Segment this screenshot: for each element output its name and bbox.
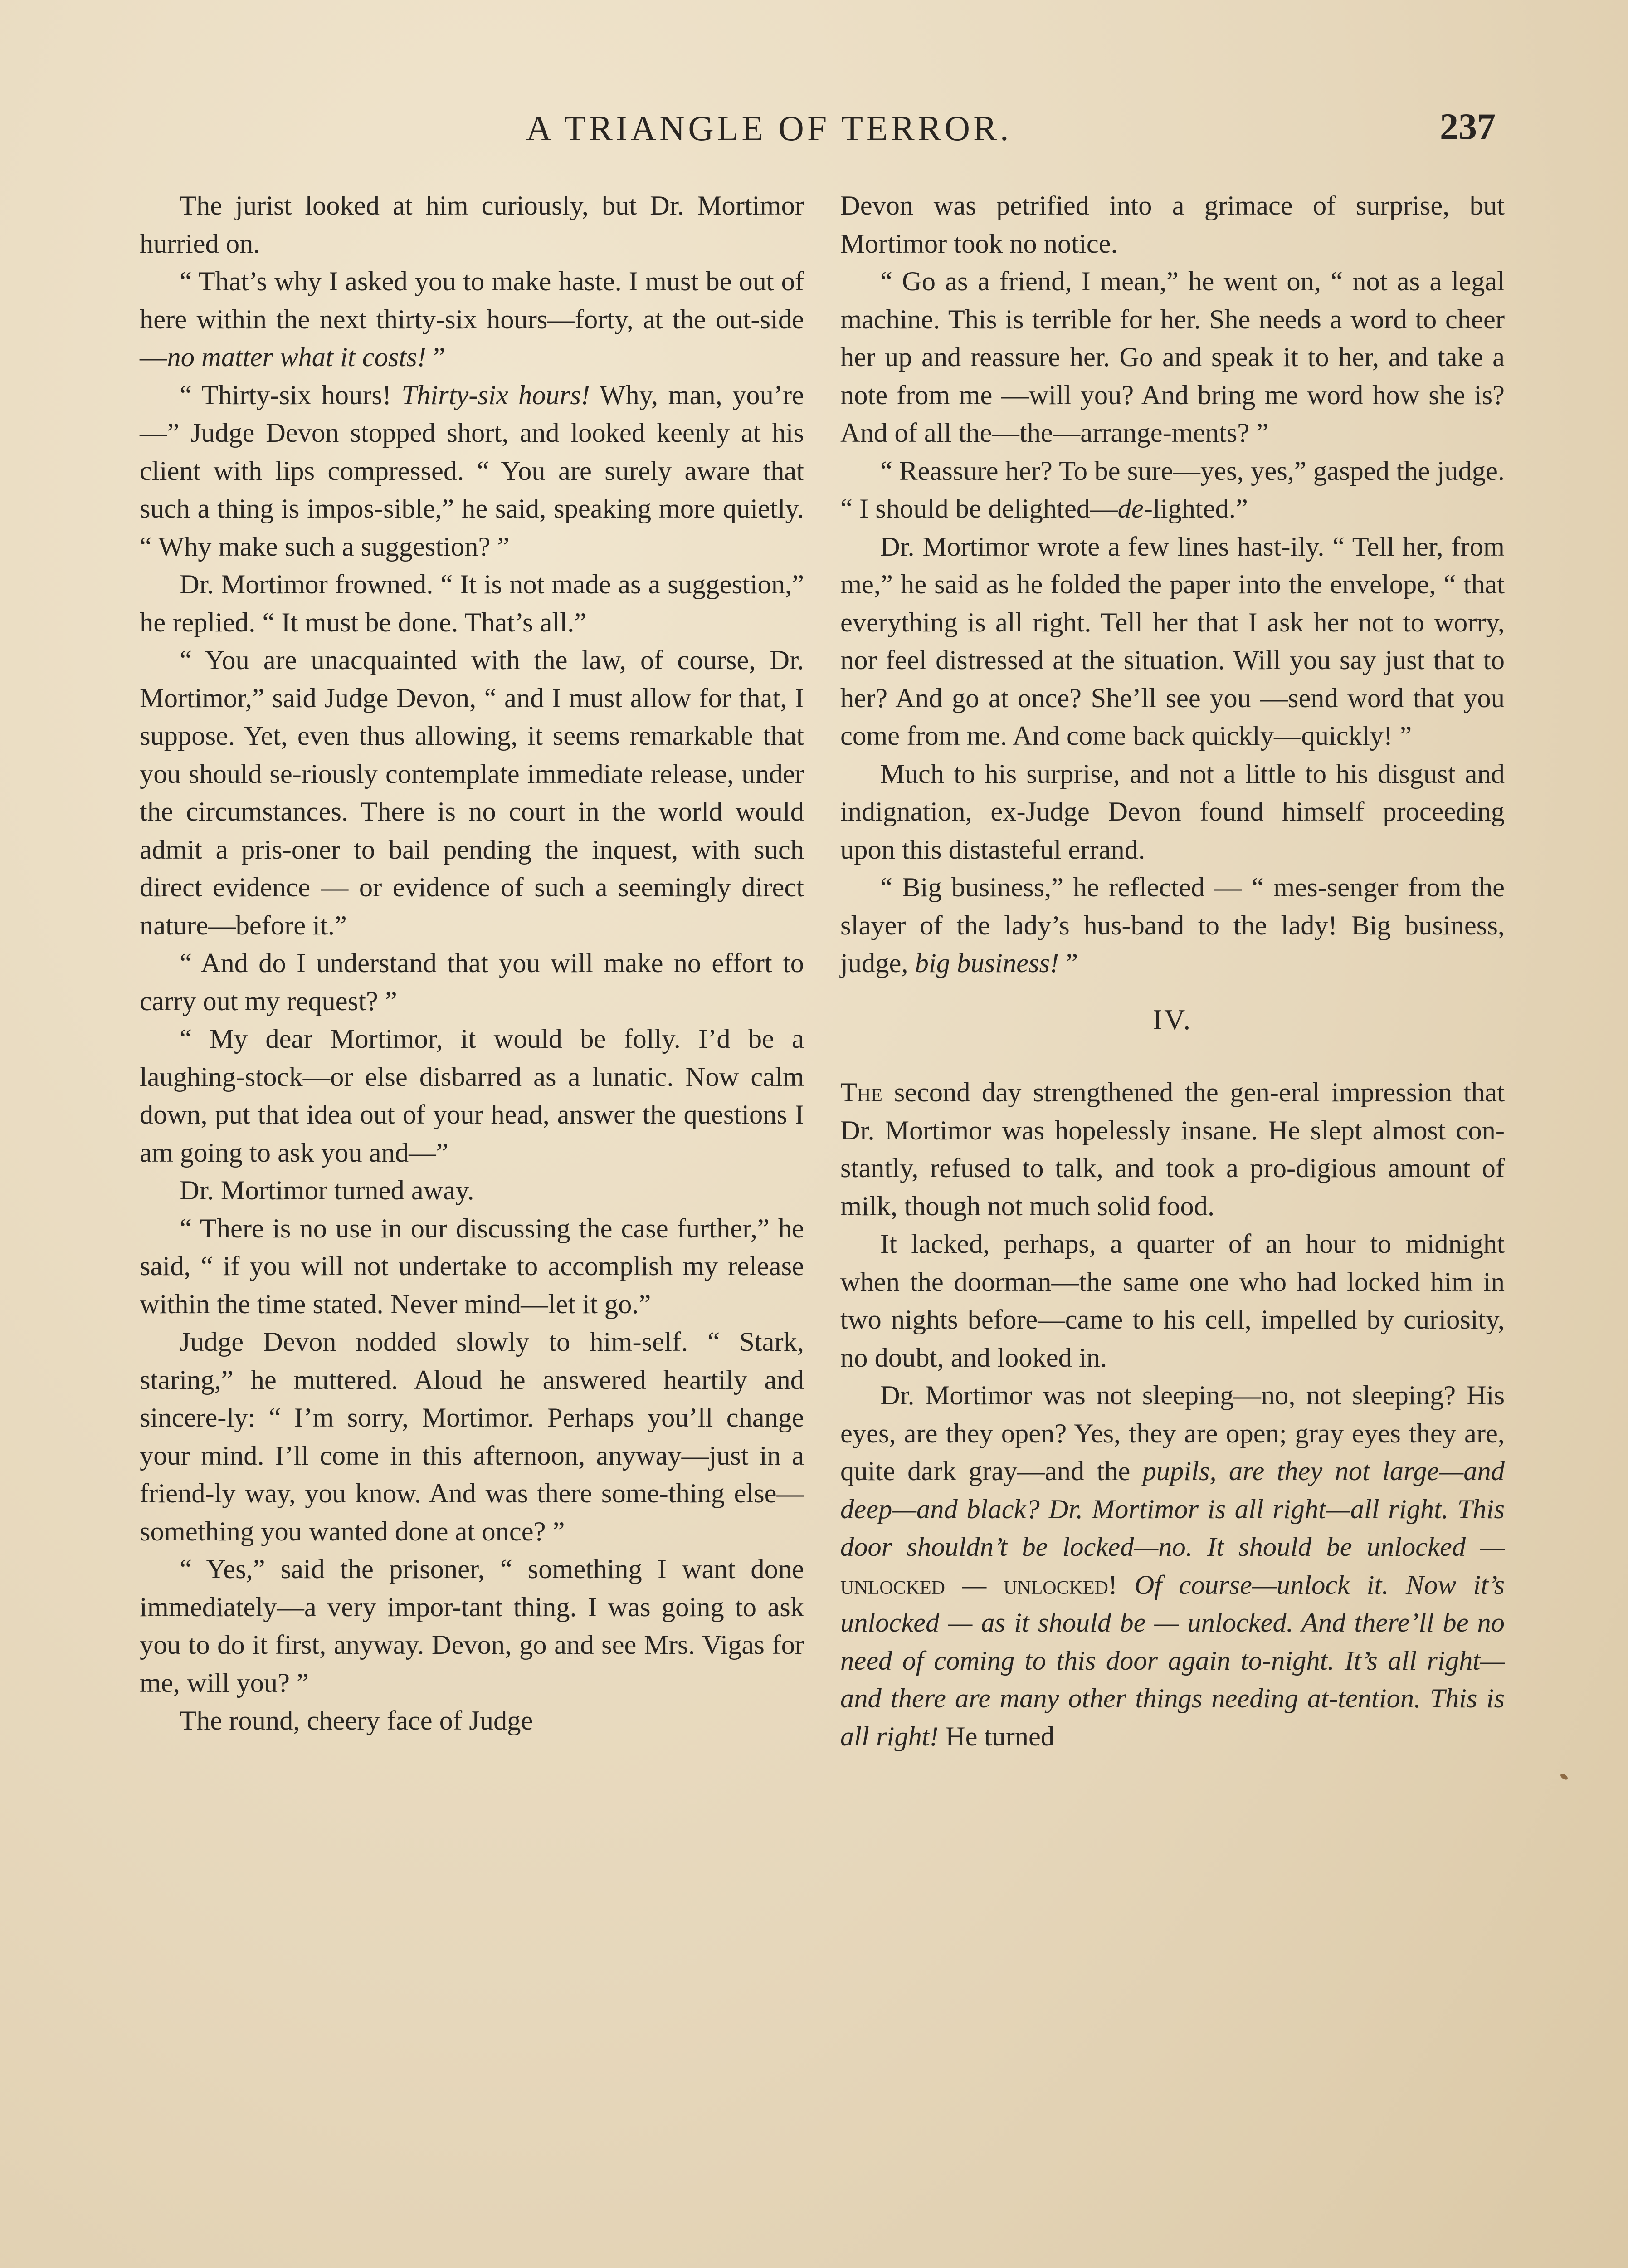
- paragraph: “ Go as a friend, I mean,” he went on, “ not as a legal machine. This is terrible for her. She needs a word to cheer her up and reassure her. Go and speak it to her, and take a note from me —will you? And bring me word how she is? And of all the—the—arrange-ments? ”: [840, 266, 1505, 448]
- paragraph: The round, cheery face of Judge: [180, 1706, 533, 1736]
- paragraph: “ That’s why I asked you to make haste. I must be out of here within the next thirty-six hours—forty, at the out-side—no matter what it costs! ”: [140, 266, 804, 372]
- running-head: A TRIANGLE OF TERROR.: [526, 108, 1012, 148]
- paragraph: Dr. Mortimor was not sleeping—no, not sleeping? His eyes, are they open? Yes, they are open; gray eyes they are, quite dark gray—and the pupils, are they not large—and deep—and black? Dr. Mortimor is all right—all right. This door shouldn’t be locked—no. It should be unlocked — unlocked — unlocked! Of course—unlock it. Now it’s unlocked — as it should be — unlocked. And there’ll be no need of coming to this door again to-night. It’s all right—and there are many other things needing at-tention. This is all right! He turned: [840, 1380, 1505, 1752]
- paragraph: Much to his surprise, and not a little to his disgust and indignation, ex-Judge Devon found himself proceeding upon this distasteful errand.: [840, 758, 1505, 865]
- left-column: [140, 187, 804, 1740]
- paragraph: “ There is no use in our discussing the case further,” he said, “ if you will not undertake to accomplish my release within the time stated. Never mind—let it go.”: [140, 1213, 804, 1320]
- paragraph: Devon was petrified into a grimace of surprise, but Mortimor took no notice.: [840, 191, 1505, 259]
- paragraph: “ My dear Mortimor, it would be folly. I’d be a laughing-stock—or else disbarred as a lunatic. Now calm down, put that idea out of your head, answer the questions I am going to ask you and—”: [140, 1024, 804, 1168]
- section-heading: IV.: [1152, 1003, 1193, 1036]
- paragraph: Dr. Mortimor turned away.: [180, 1175, 474, 1206]
- paragraph: Dr. Mortimor frowned. “ It is not made as a suggestion,” he replied. “ It must be done. That’s all.”: [140, 569, 804, 638]
- paragraph: “ And do I understand that you will make no effort to carry out my request? ”: [140, 948, 804, 1017]
- paragraph: “ Yes,” said the prisoner, “ something I want done immediately—a very impor-tant thing. I was going to ask you to do it first, anyway. Devon, go and see Mrs. Vigas for me, will you? ”: [140, 1554, 804, 1698]
- paragraph: Dr. Mortimor wrote a few lines hast-ily. “ Tell her, from me,” he said as he folded the paper into the envelope, “ that everything is all right. Tell her that I ask her not to worry, nor feel distressed at the situation. Will you say just that to her? And go at once? She’ll see you —send word that you come from me. And come back quickly—quickly! ”: [840, 531, 1505, 751]
- paragraph: “ Thirty-six hours! Thirty-six hours! Why, man, you’re—” Judge Devon stopped short, and looked keenly at his client with lips compressed. “ You are surely aware that such a thing is impos-sible,” he said, speaking more quietly. “ Why make such a suggestion? ”: [140, 380, 804, 562]
- paper-speck: [1560, 1773, 1569, 1781]
- drop-word: The: [840, 1077, 882, 1108]
- right-column: [840, 187, 1505, 1755]
- page-number: 237: [1440, 106, 1496, 147]
- paragraph: “ You are unacquainted with the law, of course, Dr. Mortimor,” said Judge Devon, “ and I must allow for that, I suppose. Yet, even thus allowing, it seems remarkable that you should se-riously contemplate immediate release, under the circumstances. There is no court in the world would admit a pris-oner to bail pending the inquest, with such direct evidence — or evidence of such a seemingly direct nature—before it.”: [140, 645, 804, 941]
- paragraph: “ Reassure her? To be sure—yes, yes,” gasped the judge. “ I should be delighted—de-lighted.”: [840, 455, 1505, 524]
- paragraph: It lacked, perhaps, a quarter of an hour to midnight when the doorman—the same one who had locked him in two nights before—came to his cell, impelled by curiosity, no doubt, and looked in.: [840, 1229, 1505, 1373]
- paragraph: Judge Devon nodded slowly to him-self. “ Stark, staring,” he muttered. Aloud he answered heartily and sincere-ly: “ I’m sorry, Mortimor. Perhaps you’ll change your mind. I’ll come in this afternoon, anyway—just in a friend-ly way, you know. And was there some-thing else—something you wanted done at once? ”: [140, 1327, 804, 1547]
- paragraph: The jurist looked at him curiously, but Dr. Mortimor hurried on.: [140, 191, 804, 259]
- paragraph: “ Big business,” he reflected — “ mes-senger from the slayer of the lady’s hus-band to the lady! Big business, judge, big business! ”: [840, 872, 1505, 978]
- paragraph: The second day strengthened the gen-eral impression that Dr. Mortimor was hopelessly insane. He slept almost con-stantly, refused to talk, and took a pro-digious amount of milk, though not much solid food.: [840, 1077, 1505, 1222]
